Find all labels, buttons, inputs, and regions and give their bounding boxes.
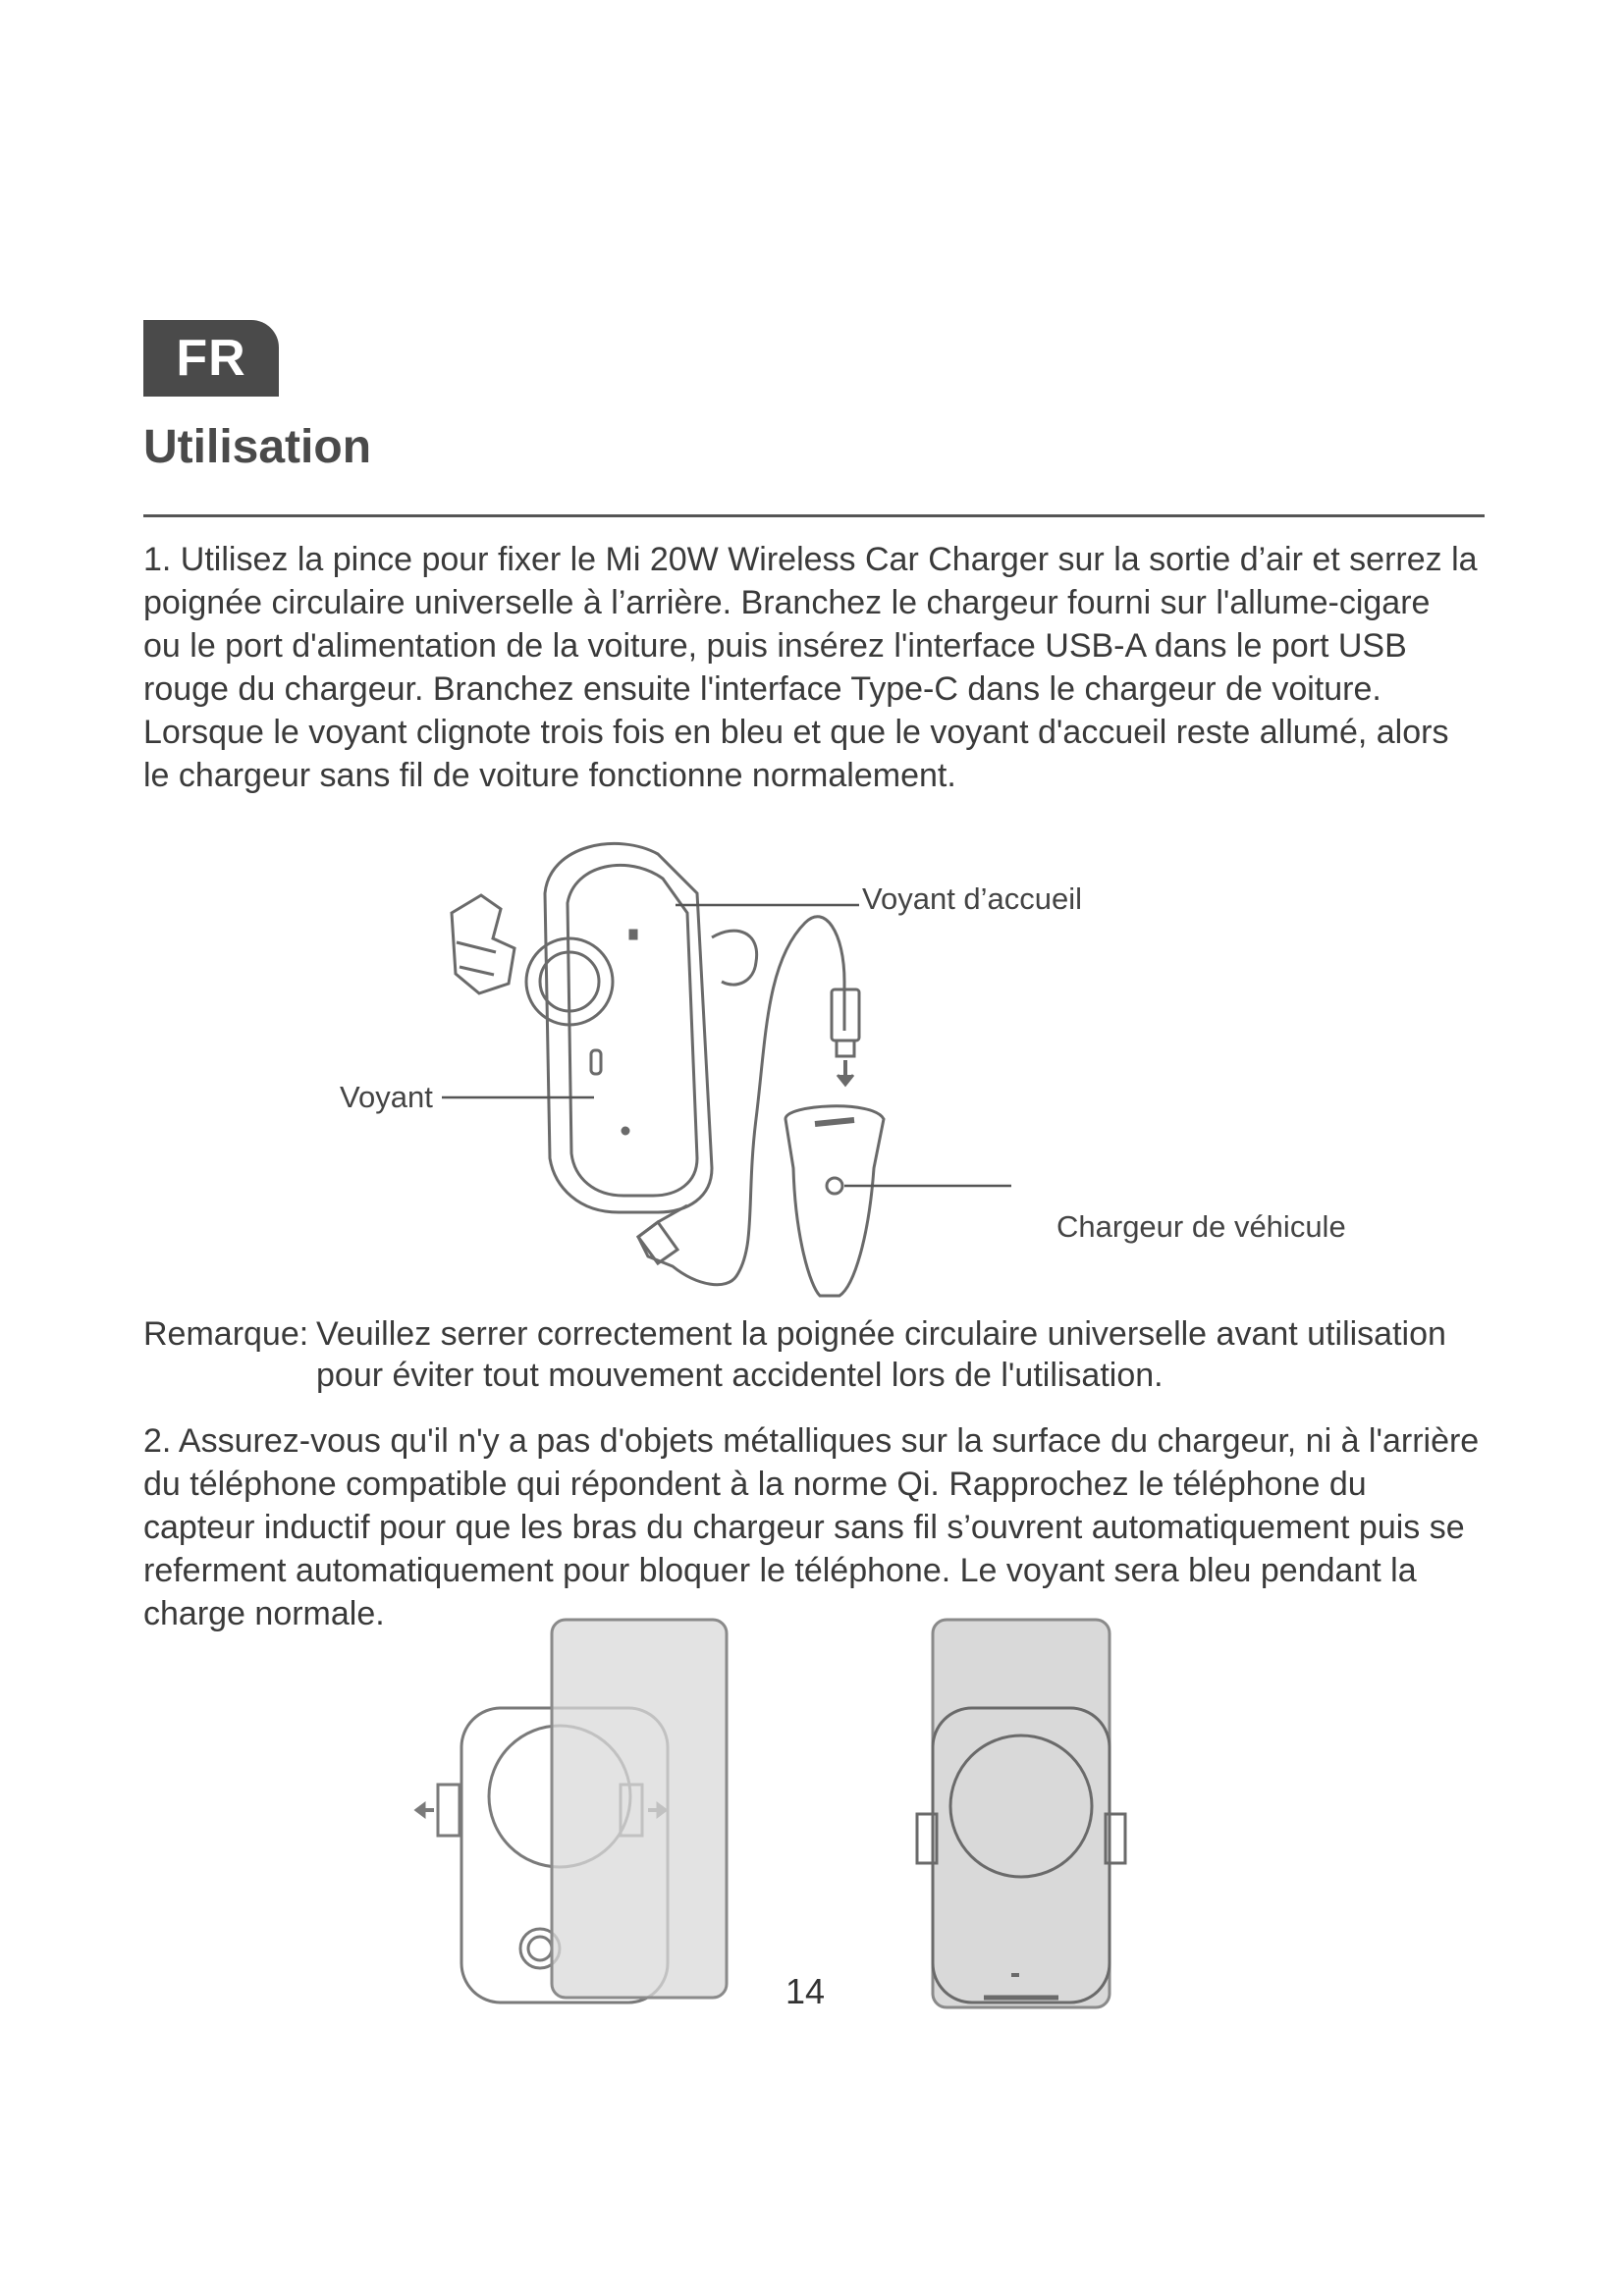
step-1-line: 1. Utilisez la pince pour fixer le Mi 20W Wireless Car Charger sur la sortie d’air et serrez la <box>143 541 1478 578</box>
section-title: Utilisation <box>143 421 372 473</box>
step-1-paragraph <box>143 538 1498 797</box>
page-number: 14 <box>785 1971 826 2011</box>
step-2-paragraph <box>143 1419 1498 1635</box>
label-car-charger: Chargeur de véhicule <box>1056 1209 1346 1244</box>
label-indicator: Voyant <box>340 1080 433 1114</box>
step-2-line: referment automatiquement pour bloquer le téléphone. Le voyant sera bleu pendant la <box>143 1552 1417 1589</box>
step-1-line: Lorsque le voyant clignote trois fois en bleu et que le voyant d'accueil reste allumé, alors <box>143 714 1449 751</box>
step-1-line: ou le port d'alimentation de la voiture, puis insérez l'interface USB-A dans le port USB <box>143 627 1407 665</box>
language-badge: FR <box>143 320 279 397</box>
step-1-line: poignée circulaire universelle à l’arrière. Branchez le chargeur fourni sur l'allume-cigare <box>143 584 1431 621</box>
note-line-1: Veuillez serrer correctement la poignée circulaire universelle avant utilisation <box>316 1315 1446 1353</box>
note <box>143 1313 1498 1394</box>
label-home-indicator: Voyant d’accueil <box>862 881 1083 916</box>
phone-locked-diagram <box>903 1610 1159 2012</box>
note-line-2: pour éviter tout mouvement accidentel lors de l'utilisation. <box>316 1357 1164 1394</box>
step-2-line: du téléphone compatible qui répondent à la norme Qi. Rapprochez le téléphone du <box>143 1466 1367 1503</box>
phone-approach-diagram <box>403 1610 756 2012</box>
step-2-line: 2. Assurez-vous qu'il n'y a pas d'objets métalliques sur la surface du chargeur, ni à l'arrière <box>143 1422 1480 1460</box>
note-label: Remarque: <box>143 1315 309 1353</box>
title-divider <box>143 514 1485 517</box>
step-2-line: charge normale. <box>143 1595 385 1632</box>
step-1-line: rouge du chargeur. Branchez ensuite l'interface Type-C dans le chargeur de voiture. <box>143 670 1381 708</box>
step-1-line: le chargeur sans fil de voiture fonctionne normalement. <box>143 757 956 794</box>
step-2-line: capteur inductif pour que les bras du chargeur sans fil s’ouvrent automatiquement puis se <box>143 1509 1465 1546</box>
